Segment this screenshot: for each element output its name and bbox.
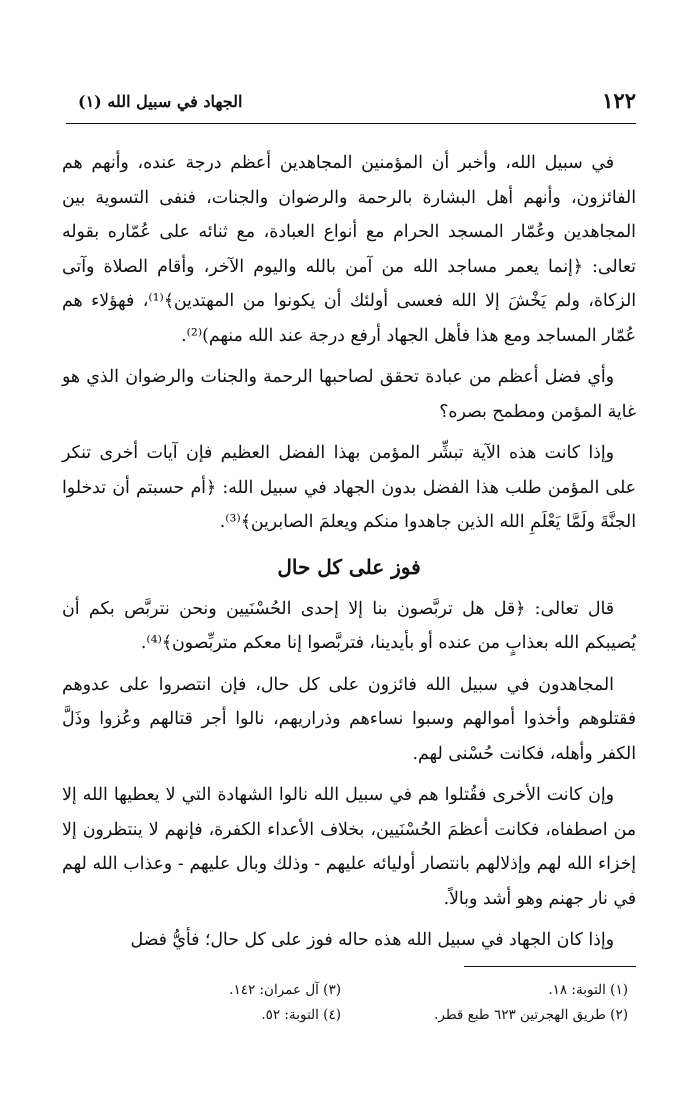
chapter-title: الجهاد في سبيل الله (١) — [78, 92, 243, 111]
body-text — [62, 146, 636, 965]
paragraph-1: في سبيل الله، وأخبر أن المؤمنين المجاهدين أعظم درجة عنده، وأنهم هم الفائزون، وأنهم أهل البشارة بالرحمة والرضوان والجنات، فنفى التسوية بين المجاهدين وعُمّار المسجد الحرام مع أنواع العبادة، مع ثنائه على عُمّاره بقوله تعالى: ﴿إنما يعمر مساجد الله من آمن بالله واليوم الآخر، وأقام الصلاة وآتى الزكاة، ولم يَخْشَ إلا الله فعسى أولئك أن يكونوا من المهتدين﴾⁽¹⁾، فهؤلاء هم عُمّار المساجد ومع هذا فأهل الجهاد أرفع درجة عند الله منهم)⁽²⁾. — [62, 153, 637, 346]
paragraph-4: قال تعالى: ﴿قل هل تربَّصون بنا إلا إحدى الحُسْنَيين ونحن نتربَّص بكم أن يُصيبكم الله بعذابٍ من عنده أو بأيدينا، فتربَّصوا إنا معكم متربِّصون﴾⁽⁴⁾. — [62, 598, 636, 653]
paragraph-5: المجاهدون في سبيل الله فائزون على كل حال، فإن انتصروا على عدوهم فقتلوهم وأخذوا أموالهم وسبوا نساءهم وذراريهم، نالوا أجر قتالهم وعُزوا وذَلَّ الكفر وأهله، فكانت حُسْنى لهم. — [62, 674, 636, 764]
page-number: ١٢٢ — [602, 88, 636, 113]
paragraph-3: وإذا كانت هذه الآية تبشِّر المؤمن بهذا الفضل العظيم فإن آيات أخرى تنكر على المؤمن طلب هذا الفضل بدون الجهاد في سبيل الله: ﴿أم حسبتم أن تدخلوا الجنَّةَ ولَمَّا يَعْلَمِ الله الذين جاهدوا منكم ويعلمَ الصابرين﴾⁽³⁾. — [62, 443, 636, 532]
running-head — [78, 82, 636, 122]
paragraph-7: وإذا كان الجهاد في سبيل الله هذه حاله فوز على كل حال؛ فأيُّ فضل — [130, 930, 614, 950]
footnote-4: (٤) التوبة: ٥٢. — [261, 1007, 341, 1023]
paragraph-6: وإن كانت الأخرى فقُتلوا هم في سبيل الله نالوا الشهادة التي لا يعطيها الله إلا من اصطفاه، فكانت أعظمَ الحُسْنَيين، بخلاف الأعداء الكفرة، فإنهم لا ينتظرون إلا إخزاء الله لهم وإذلالهم بانتصار أوليائه عليهم - وذلك وبال عليهم - وعذاب الله لهم في نار جهنم وهو أشد وبالاً. — [62, 785, 636, 909]
footnote-3: (٣) آل عمران: ١٤٢. — [229, 982, 341, 998]
footnote-row — [62, 1003, 636, 1028]
section-heading: فوز على كل حال — [277, 554, 421, 579]
footnote-2: (٢) طريق الهجرتين ٦٢٣ طبع قطر. — [434, 1007, 628, 1023]
footnotes — [62, 978, 636, 1028]
footnote-row — [62, 978, 636, 1003]
footnote-1: (١) التوبة: ١٨. — [548, 982, 628, 998]
header-rule — [66, 123, 636, 124]
paragraph-2: وأي فضل أعظم من عبادة تحقق لصاحبها الرحمة والجنات والرضوان الذي هو غاية المؤمن ومطمح بصره؟ — [62, 367, 636, 422]
footnote-rule — [464, 966, 636, 967]
